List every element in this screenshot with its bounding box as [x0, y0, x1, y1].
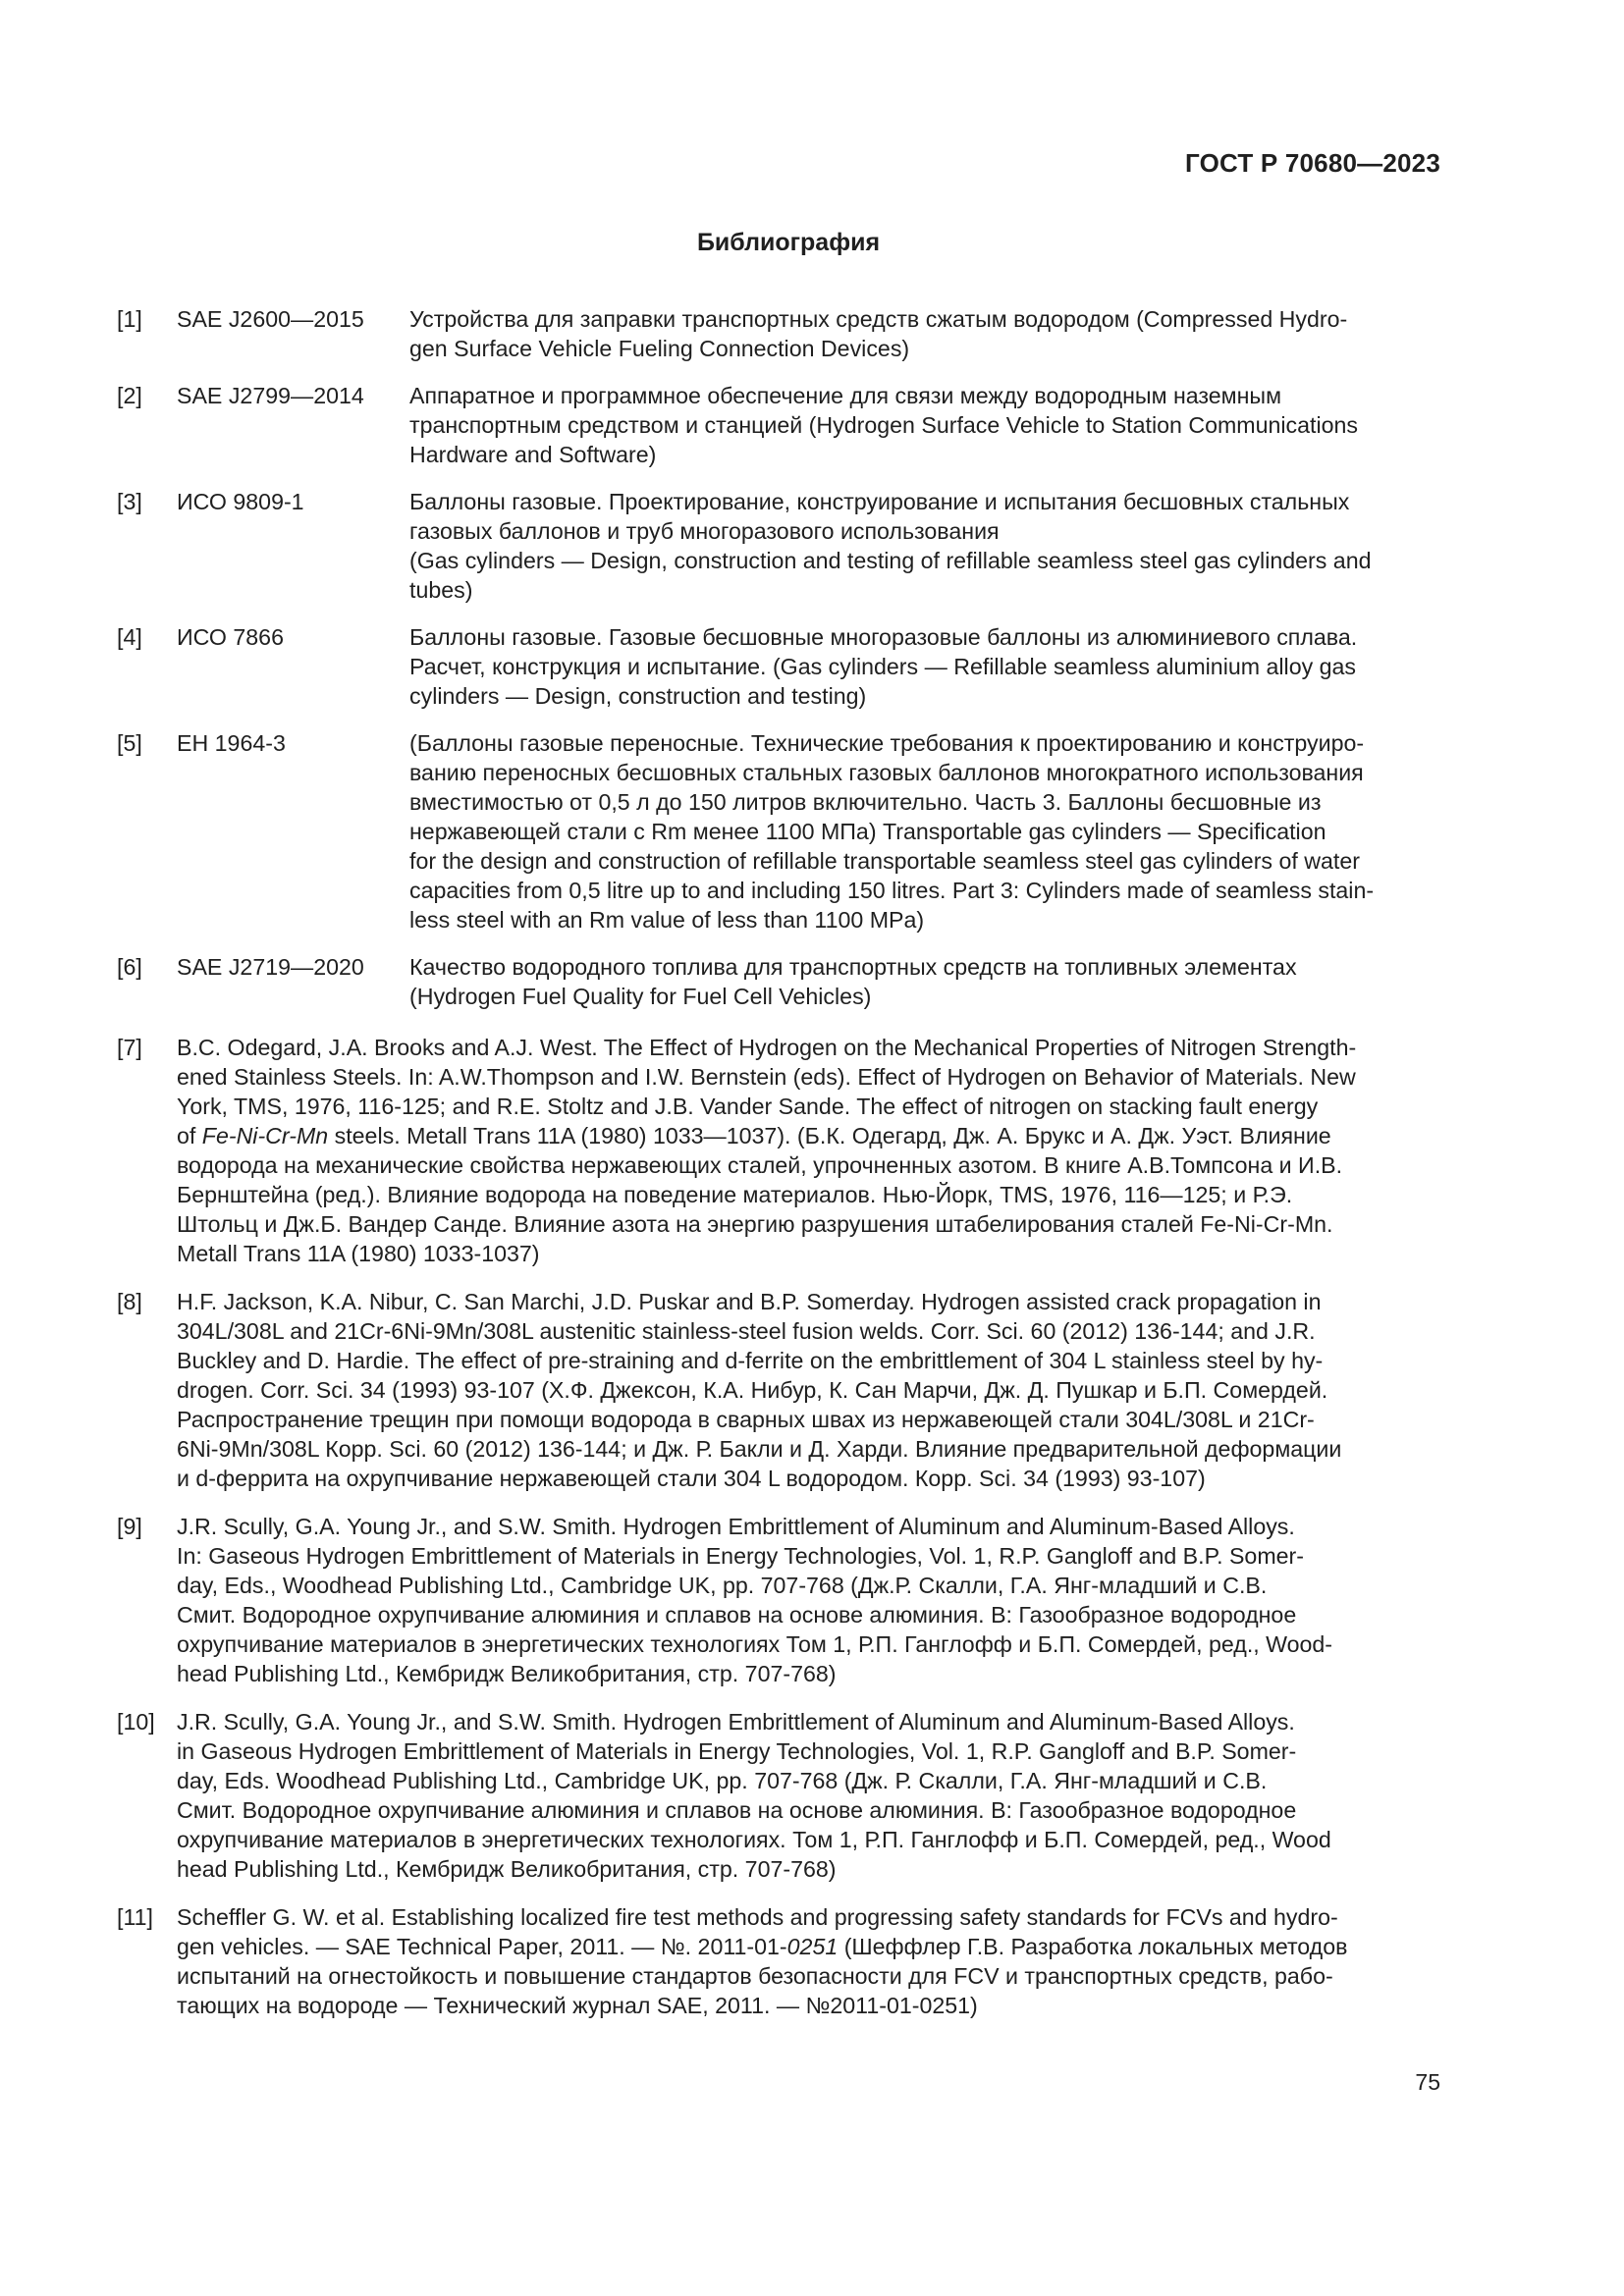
- reference-line: газовых баллонов и труб многоразового использования: [409, 518, 1000, 544]
- reference-line: охрупчивание материалов в энергетических технологиях Том 1, Р.П. Ганглофф и Б.П. Сомердей, ред., Wood-: [177, 1631, 1333, 1657]
- reference-code: ЕН 1964-3: [177, 730, 286, 756]
- reference-line: head Publishing Ltd., Кембридж Великобритания, стр. 707-768): [177, 1661, 837, 1686]
- reference-line: J.R. Scully, G.A. Young Jr., and S.W. Smith. Hydrogen Embrittlement of Aluminum and Aluminum-Based Alloys.: [177, 1514, 1295, 1539]
- reference-number: [6]: [117, 954, 142, 980]
- reference-line: Баллоны газовые. Проектирование, конструирование и испытания бесшовных стальных: [409, 489, 1350, 514]
- paper-number-italic: 0251: [786, 1934, 839, 1959]
- reference-text: [177, 1707, 1442, 1884]
- page-number: 75: [1415, 2069, 1440, 2095]
- reference-item: [117, 1287, 1442, 1493]
- reference-number: [1]: [117, 306, 142, 332]
- reference-code: ИСО 9809-1: [177, 489, 304, 514]
- reference-line: H.F. Jackson, K.A. Nibur, C. San Marchi, J.D. Puskar and B.P. Somerday. Hydrogen assisted crack propagation in: [177, 1289, 1322, 1314]
- reference-text: [409, 728, 1442, 934]
- reference-line: (Hydrogen Fuel Quality for Fuel Cell Vehicles): [409, 984, 872, 1009]
- reference-line: вместимостью от 0,5 л до 150 литров включительно. Часть 3. Баллоны бесшовные из: [409, 789, 1322, 815]
- reference-line: day, Eds., Woodhead Publishing Ltd., Cambridge UK, pp. 707-768 (Дж.Р. Скалли, Г.А. Янг-младший и С.В.: [177, 1573, 1268, 1598]
- reference-item: [117, 304, 1442, 363]
- reference-line: (Баллоны газовые переносные. Технические требования к проектированию и конструиро-: [409, 730, 1365, 756]
- reference-text: [177, 1902, 1442, 2020]
- reference-line: Смит. Водородное охрупчивание алюминия и сплавов на основе алюминия. В: Газообразное водородное: [177, 1602, 1297, 1628]
- reference-line: и d-феррита на охрупчивание нержавеющей стали 304 L водородом. Корр. Sci. 34 (1993) 93-107): [177, 1466, 1206, 1491]
- reference-line: J.R. Scully, G.A. Young Jr., and S.W. Smith. Hydrogen Embrittlement of Aluminum and Aluminum-Based Alloys.: [177, 1709, 1295, 1735]
- reference-line: day, Eds. Woodhead Publishing Ltd., Cambridge UK, pp. 707-768 (Дж. Р. Скалли, Г.А. Янг-младший и С.В.: [177, 1768, 1268, 1793]
- reference-line: ened Stainless Steels. In: A.W.Thompson and I.W. Bernstein (eds). Effect of Hydrogen on Behavior of Materials. New: [177, 1064, 1356, 1090]
- reference-number: [9]: [117, 1514, 142, 1539]
- reference-line: Metall Trans 11A (1980) 1033-1037): [177, 1241, 540, 1266]
- reference-line: In: Gaseous Hydrogen Embrittlement of Materials in Energy Technologies, Vol. 1, R.P. Gangloff and B.P. Somer-: [177, 1543, 1304, 1569]
- reference-item: [117, 381, 1442, 469]
- reference-code: SAE J2719—2020: [177, 954, 364, 980]
- reference-item: [117, 1033, 1442, 1268]
- reference-line: less steel with an Rm value of less than 1100 MPa): [409, 907, 925, 933]
- reference-line: Качество водородного топлива для транспортных средств на топливных элементах: [409, 954, 1297, 980]
- reference-item: [117, 952, 1442, 1011]
- reference-text: [409, 622, 1442, 711]
- reference-item: [117, 1512, 1442, 1688]
- reference-line: нержавеющей стали с Rm менее 1100 МПа) Transportable gas cylinders — Specification: [409, 819, 1326, 844]
- reference-number: [10]: [117, 1709, 155, 1735]
- reference-line: тающих на водороде — Технический журнал SAE, 2011. — №2011-01-0251): [177, 1993, 978, 2018]
- reference-line-start: gen vehicles. — SAE Technical Paper, 2011. — №. 2011-01-: [177, 1934, 787, 1959]
- reference-line: Scheffler G. W. et al. Establishing localized fire test methods and progressing safety standards for FCVs and hydro-: [177, 1904, 1338, 1930]
- reference-line: cylinders — Design, construction and testing): [409, 683, 867, 709]
- reference-line: испытаний на огнестойкость и повышение стандартов безопасности для FCV и транспортных средств, рабо-: [177, 1963, 1333, 1989]
- reference-code: SAE J2799—2014: [177, 383, 364, 408]
- reference-line: ванию переносных бесшовных стальных газовых баллонов многократного использования: [409, 760, 1364, 785]
- reference-text: [409, 487, 1442, 605]
- reference-line: Штольц и Дж.Б. Вандер Санде. Влияние азота на энергию разрушения штабелирования сталей Fe-Ni-Cr-Mn.: [177, 1211, 1333, 1237]
- reference-line: Баллоны газовые. Газовые бесшовные многоразовые баллоны из алюминиевого сплава.: [409, 624, 1358, 650]
- reference-line: (Gas cylinders — Design, construction and testing of refillable seamless steel gas cylinders and: [409, 548, 1372, 573]
- reference-text: [177, 1033, 1442, 1268]
- reference-line: [177, 1121, 1442, 1150]
- reference-line: capacities from 0,5 litre up to and including 150 litres. Part 3: Cylinders made of seamless stain-: [409, 878, 1375, 903]
- reference-line: B.C. Odegard, J.A. Brooks and A.J. West. The Effect of Hydrogen on the Mechanical Properties of Nitrogen Strength-: [177, 1035, 1357, 1060]
- reference-number: [2]: [117, 383, 142, 408]
- reference-code: SAE J2600—2015: [177, 306, 364, 332]
- reference-number: [4]: [117, 624, 142, 650]
- reference-line: Аппаратное и программное обеспечение для связи между водородным наземным: [409, 383, 1282, 408]
- reference-list: [117, 304, 1442, 2039]
- reference-line: охрупчивание материалов в энергетических технологиях. Том 1, Р.П. Ганглофф и Б.П. Сомердей, ред., Wood: [177, 1827, 1331, 1852]
- reference-line: транспортным средством и станцией (Hydrogen Surface Vehicle to Station Communications: [409, 412, 1359, 438]
- reference-line: for the design and construction of refillable transportable seamless steel gas cylinders of water: [409, 848, 1360, 874]
- reference-number: [11]: [117, 1904, 153, 1930]
- reference-code: ИСО 7866: [177, 624, 284, 650]
- reference-line: York, TMS, 1976, 116-125; and R.E. Stoltz and J.B. Vander Sande. The effect of nitrogen on stacking fault energy: [177, 1094, 1319, 1119]
- reference-item: [117, 622, 1442, 711]
- reference-text: [409, 381, 1442, 469]
- reference-line: Hardware and Software): [409, 442, 657, 467]
- reference-line: head Publishing Ltd., Кембридж Великобритания, стр. 707-768): [177, 1856, 837, 1882]
- bibliography-title: Библиография: [696, 229, 881, 256]
- reference-line: Buckley and D. Hardie. The effect of pre-straining and d-ferrite on the embrittlement of 304 L stainless steel by hy-: [177, 1348, 1324, 1373]
- reference-line-rest: (Шеффлер Г.В. Разработка локальных методов: [838, 1934, 1348, 1959]
- reference-text: [177, 1287, 1442, 1493]
- reference-line: drogen. Corr. Sci. 34 (1993) 93-107 (Х.Ф. Джексон, К.А. Нибур, К. Сан Марчи, Дж. Д. Пушкар и Б.П. Сомердей.: [177, 1377, 1328, 1403]
- reference-line: gen Surface Vehicle Fueling Connection Devices): [409, 336, 910, 361]
- reference-line: Распространение трещин при помощи водорода в сварных швах из нержавеющей стали 304L/308L и 21Cr-: [177, 1407, 1315, 1432]
- reference-item: [117, 1902, 1442, 2020]
- reference-item: [117, 728, 1442, 934]
- reference-line: 6Ni-9Mn/308L Корр. Sci. 60 (2012) 136-144; и Дж. Р. Бакли и Д. Харди. Влияние предварительной деформации: [177, 1436, 1342, 1462]
- alloy-name-italic: Fe-Ni-Cr-Mn: [201, 1123, 329, 1148]
- reference-item: [117, 487, 1442, 605]
- reference-text: [409, 952, 1442, 1011]
- reference-line: Смит. Водородное охрупчивание алюминия и сплавов на основе алюминия. В: Газообразное водородное: [177, 1797, 1297, 1823]
- reference-line: Устройства для заправки транспортных средств сжатым водородом (Compressed Hydro-: [409, 306, 1348, 332]
- reference-line: водорода на механические свойства нержавеющих сталей, упрочненных азотом. В книге А.В.Томпсона и И.В.: [177, 1152, 1343, 1178]
- reference-line-prefix: of: [177, 1123, 202, 1148]
- reference-line: Бернштейна (ред.). Влияние водорода на поведение материалов. Нью-Йорк, TMS, 1976, 116—125; и Р.Э.: [177, 1182, 1293, 1207]
- reference-line-rest: steels. Metall Trans 11A (1980) 1033—1037). (Б.К. Одегард, Дж. А. Брукс и А. Дж. Уэст. Влияние: [334, 1123, 1331, 1148]
- reference-text: [409, 304, 1442, 363]
- reference-line: in Gaseous Hydrogen Embrittlement of Materials in Energy Technologies, Vol. 1, R.P. Gangloff and B.P. Somer-: [177, 1738, 1297, 1764]
- reference-number: [3]: [117, 489, 142, 514]
- reference-number: [7]: [117, 1035, 142, 1060]
- reference-line: Расчет, конструкция и испытание. (Gas cylinders — Refillable seamless aluminium alloy gas: [409, 654, 1357, 679]
- reference-line: 304L/308L and 21Cr-6Ni-9Mn/308L austenitic stainless-steel fusion welds. Corr. Sci. 60 (2012) 136-144; and J.R.: [177, 1318, 1316, 1344]
- document-code: ГОСТ Р 70680—2023: [1185, 148, 1440, 178]
- reference-text: [177, 1512, 1442, 1688]
- reference-number: [8]: [117, 1289, 142, 1314]
- reference-line: tubes): [409, 577, 473, 603]
- reference-line: [177, 1932, 1442, 1961]
- reference-item: [117, 1707, 1442, 1884]
- reference-number: [5]: [117, 730, 142, 756]
